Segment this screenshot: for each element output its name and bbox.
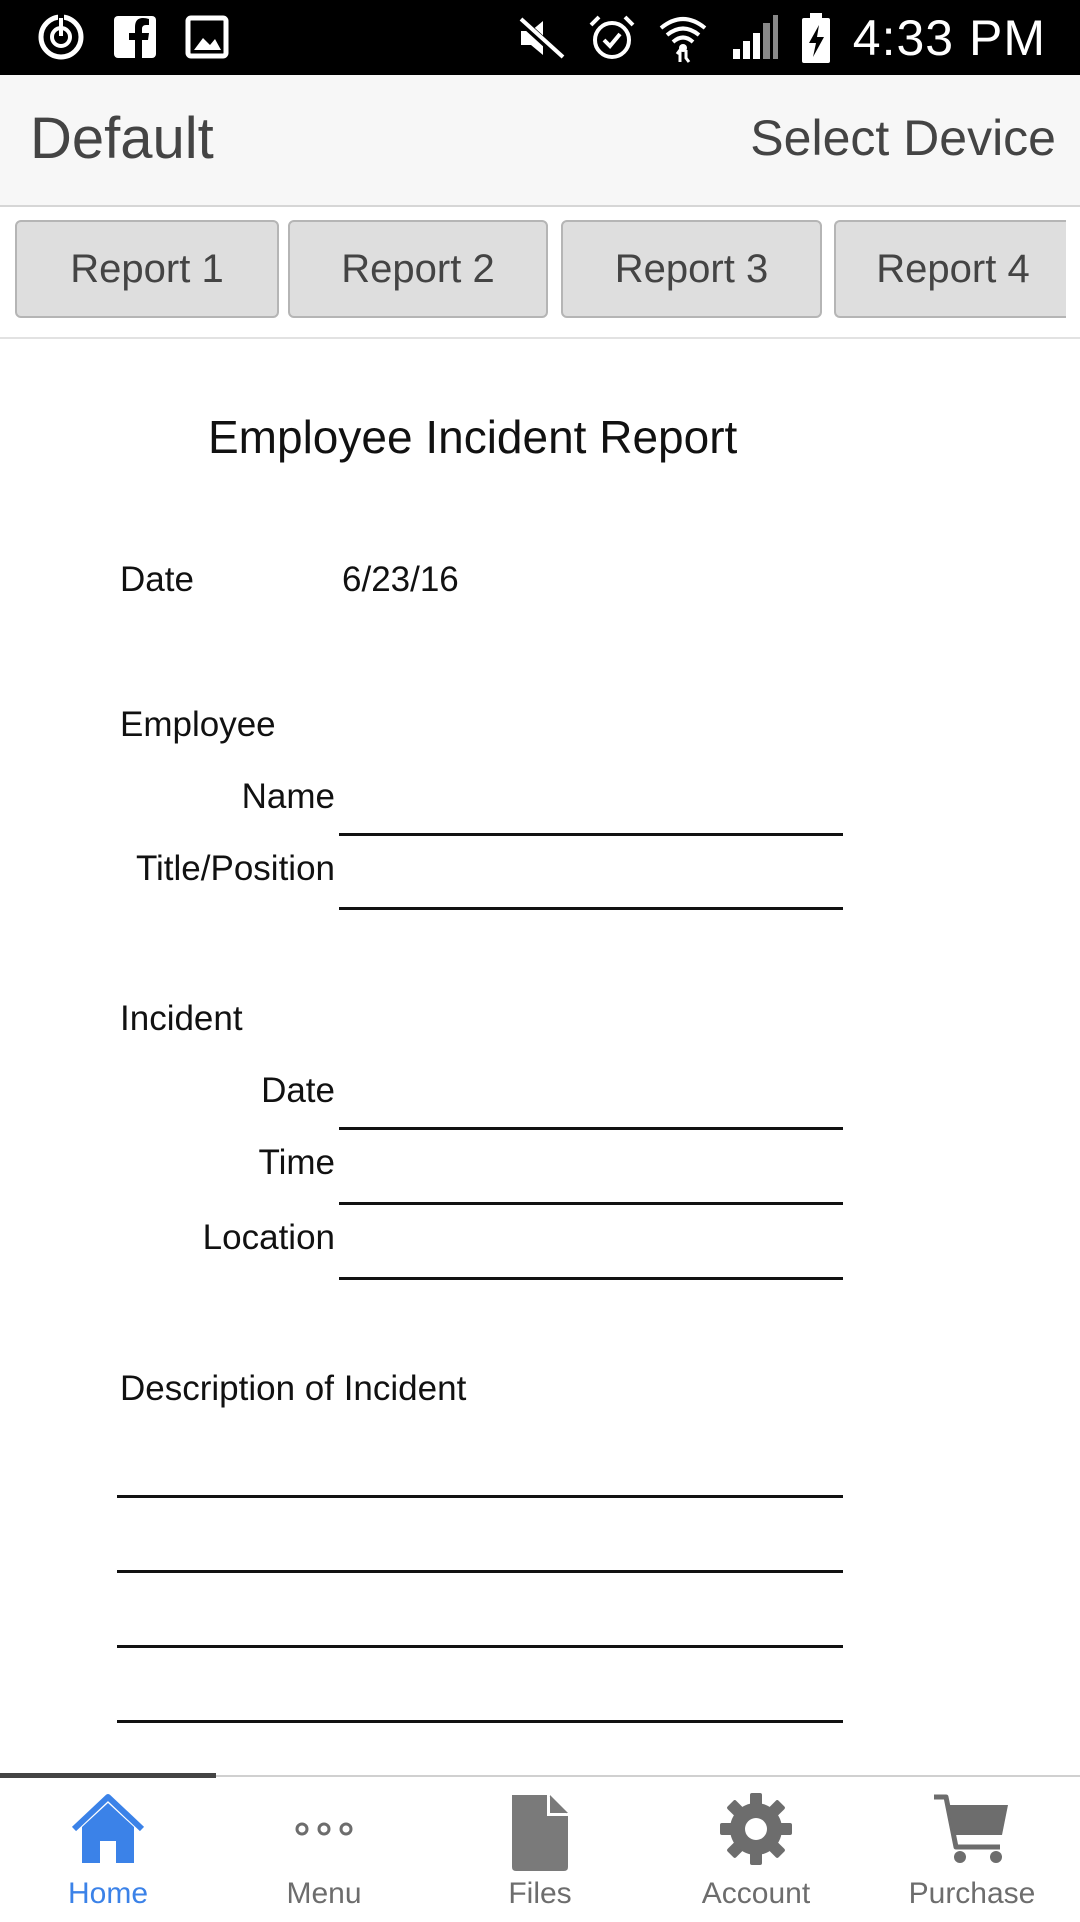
report-document (0, 340, 1080, 1760)
status-bar (0, 0, 1080, 75)
tab-report-1[interactable]: Report 1 (15, 220, 279, 318)
power-icon (36, 12, 86, 62)
status-right-icons (515, 8, 1080, 68)
incident-date-label: Date (261, 1071, 335, 1110)
facebook-icon (112, 12, 158, 62)
incident-time-field-line[interactable] (339, 1202, 843, 1205)
nav-purchase-label: Purchase (908, 1877, 1036, 1910)
date-label: Date (120, 560, 194, 599)
nav-files-label: Files (508, 1877, 572, 1910)
status-left-icons (36, 12, 230, 62)
cart-icon (932, 1791, 1012, 1871)
name-field-line[interactable] (339, 833, 843, 836)
nav-account[interactable] (648, 1777, 864, 1922)
description-line-1[interactable] (117, 1495, 843, 1498)
app-bar (0, 75, 1080, 207)
mute-icon (515, 13, 567, 63)
nav-home[interactable] (0, 1777, 216, 1922)
profile-title: Default (30, 106, 214, 171)
title-position-field-line[interactable] (339, 907, 843, 910)
description-label: Description of Incident (120, 1369, 467, 1408)
nav-menu[interactable] (216, 1777, 432, 1922)
file-icon (502, 1791, 578, 1873)
nav-home-label: Home (67, 1877, 149, 1910)
select-device-button[interactable]: Select Device (750, 110, 1056, 166)
report-tabs (0, 207, 1080, 339)
incident-location-field-line[interactable] (339, 1277, 843, 1280)
alarm-icon (587, 13, 637, 63)
gear-icon (718, 1791, 794, 1867)
incident-date-field-line[interactable] (339, 1127, 843, 1130)
incident-time-label: Time (258, 1143, 335, 1182)
signal-icon (729, 13, 779, 63)
tab-report-2[interactable]: Report 2 (288, 220, 548, 318)
employee-section-label: Employee (120, 705, 276, 744)
more-icon (286, 1791, 362, 1867)
tab-report-3[interactable]: Report 3 (561, 220, 822, 318)
home-icon (70, 1791, 146, 1867)
status-time: 4:33 PM (852, 10, 1046, 66)
report-title: Employee Incident Report (208, 411, 738, 463)
nav-account-label: Account (701, 1877, 811, 1910)
nav-menu-label: Menu (286, 1877, 362, 1910)
nav-purchase[interactable] (864, 1777, 1080, 1922)
tab-report-4-label: Report 4 (876, 246, 1030, 291)
date-value: 6/23/16 (342, 560, 459, 599)
title-position-label: Title/Position (135, 849, 335, 888)
incident-location-label: Location (202, 1218, 335, 1257)
wifi-icon (657, 12, 709, 64)
tab-report-4[interactable] (834, 220, 1066, 318)
description-line-4[interactable] (117, 1720, 843, 1723)
gallery-icon (184, 12, 230, 62)
description-line-3[interactable] (117, 1645, 843, 1648)
description-line-2[interactable] (117, 1570, 843, 1573)
incident-section-label: Incident (120, 999, 243, 1038)
name-label: Name (241, 777, 335, 816)
nav-files[interactable] (432, 1777, 648, 1922)
battery-icon (799, 11, 833, 65)
bottom-nav (0, 1775, 1080, 1922)
